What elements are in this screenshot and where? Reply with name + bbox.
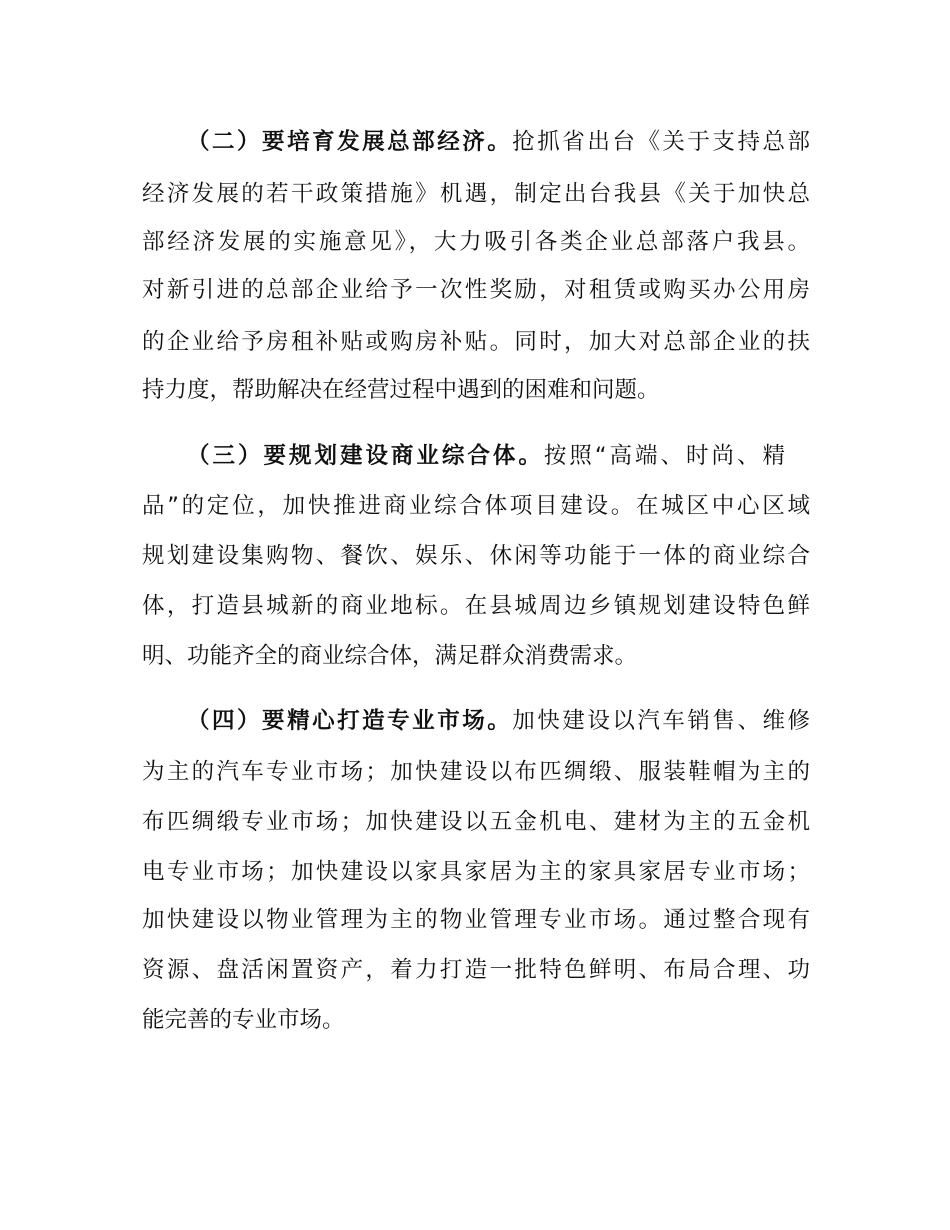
- paragraph-line: 体，打造县城新的商业地标。在县城周边乡镇规划建设特色鲜: [142, 593, 810, 619]
- section-heading: （三）要规划建设商业综合体。: [187, 443, 544, 469]
- paragraph-line: 加快建设以物业管理为主的物业管理专业市场。通过整合现有: [142, 907, 810, 933]
- paragraph-text: 抢抓省出台《关于支持总部: [512, 129, 810, 155]
- paragraph-line: 为主的汽车专业市场；加快建设以布匹绸缎、服装鞋帽为主的: [142, 759, 810, 785]
- paragraph-line: [187, 122, 810, 162]
- paragraph-line: 经济发展的若干政策措施》机遇，制定出台我县《关于加快总: [142, 181, 810, 207]
- paragraph-line: 的企业给予房租补贴或购房补贴。同时，加大对总部企业的扶: [142, 329, 810, 355]
- paragraph-line: 布匹绸缎专业市场；加快建设以五金机电、建材为主的五金机: [142, 809, 810, 835]
- paragraph-line: [187, 436, 785, 476]
- paragraph-text: 按照“高端、时尚、精: [543, 443, 785, 469]
- paragraph-line: 电专业市场；加快建设以家具家居为主的家具家居专业市场；: [142, 859, 810, 885]
- section-heading: （四）要精心打造专业市场。: [187, 708, 513, 734]
- paragraph-line: 持力度，帮助解决在经营过程中遇到的困难和问题。: [142, 377, 660, 403]
- paragraph-line: 部经济发展的实施意见》，大力吸引各类企业总部落户我县。: [142, 229, 810, 255]
- section-heading: （二）要培育发展总部经济。: [187, 129, 513, 155]
- paragraph-line: 品”的定位，加快推进商业综合体项目建设。在城区中心区域: [142, 493, 810, 519]
- paragraph-line: [187, 701, 810, 741]
- paragraph-line: 对新引进的总部企业给予一次性奖励，对租赁或购买办公用房: [142, 277, 810, 303]
- paragraph-text: 加快建设以汽车销售、维修: [512, 708, 810, 734]
- paragraph-line: 资源、盘活闲置资产，着力打造一批特色鲜明、布局合理、功: [142, 957, 810, 983]
- paragraph-line: 规划建设集购物、餐饮、娱乐、休闲等功能于一体的商业综合: [142, 543, 810, 569]
- paragraph-line: 能完善的专业市场。: [142, 1007, 345, 1033]
- paragraph-line: 明、功能齐全的商业综合体，满足群众消费需求。: [142, 643, 638, 669]
